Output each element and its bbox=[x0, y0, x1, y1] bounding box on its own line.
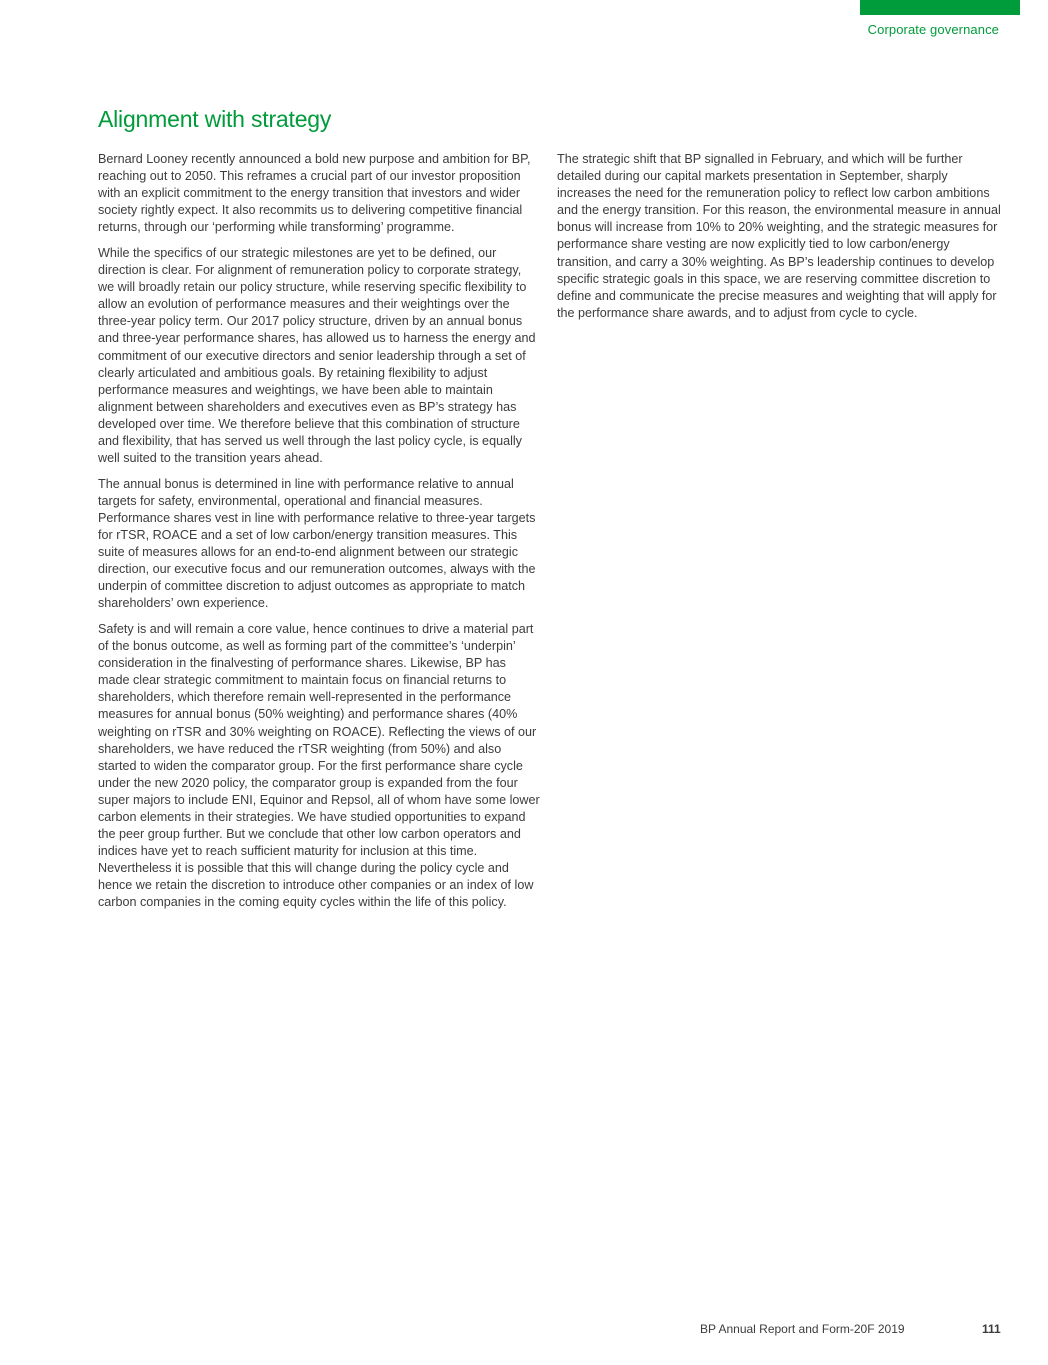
right-paragraph-1: The strategic shift that BP signalled in February, and which will be further detailed during our capital markets presentation in September, sharply increases the need for the remuneration policy to reflect low carbon ambitions and the energy transition. For this reason, the environmental measure in annual bonus will increase from 10% to 20% weighting, and the strategic measures for performance share vesting are now explicitly tied to low carbon/energy transition, and carry a 30% weighting. As BP’s leadership continues to develop specific strategic goals in this space, we are reserving committee discretion to define and communicate the precise measures and weighting that will apply for the performance share awards, and to adjust from cycle to cycle. bbox=[557, 152, 1001, 320]
page-number: 111 bbox=[982, 1322, 1001, 1336]
left-paragraph-1: Bernard Looney recently announced a bold new purpose and ambition for BP, reaching out to 2050. This reframes a crucial part of our investor proposition with an explicit commitment to the energy transition that investors and wider society rightly expect. It also recommits us to delivering competitive financial returns, through our ‘performing while transforming’ programme. bbox=[98, 152, 531, 235]
footer-report-title: BP Annual Report and Form-20F 2019 bbox=[700, 1322, 905, 1336]
left-column bbox=[98, 151, 540, 920]
section-label: Corporate governance bbox=[867, 22, 999, 37]
header-accent-bar bbox=[860, 0, 1020, 15]
left-paragraph-3: The annual bonus is determined in line with performance relative to annual targets for safety, environmental, operational and financial measures. Performance shares vest in line with performance relative to three-year targets for rTSR, ROACE and a set of low carbon/energy transition measures. This suite of measures allows for an end-to-end alignment between our strategic direction, our executive focus and our remuneration outcomes, always with the underpin of committee discretion to adjust outcomes as appropriate to match shareholders’ own experience. bbox=[98, 476, 536, 611]
left-paragraph-4: Safety is and will remain a core value, hence continues to drive a material part of the bonus outcome, as well as forming part of the committee’s ‘underpin’ consideration in the finalvesting of performance shares. Likewise, BP has made clear strategic commitment to maintain focus on financial returns to shareholders, which therefore remain well-represented in the performance measures for annual bonus (50% weighting) and performance shares (40% weighting on rTSR and 30% weighting on ROACE). Reflecting the views of our shareholders, we have reduced the rTSR weighting (from 50%) and also started to widen the comparator group. For the first performance share cycle under the new 2020 policy, the comparator group is expanded from the four super majors to include ENI, Equinor and Repsol, all of whom have some lower carbon elements in their strategies. We have studied opportunities to expand the peer group further. But we conclude that other low carbon operators and indices have yet to reach sufficient maturity for inclusion at this time. Nevertheless it is possible that this will change during the policy cycle and hence we retain the discretion to introduce other companies or an index of low carbon companies in the coming equity cycles within the life of this policy. bbox=[98, 621, 540, 910]
right-column bbox=[557, 151, 1003, 330]
left-paragraph-2: While the specifics of our strategic milestones are yet to be defined, our direction is clear. For alignment of remuneration policy to corporate strategy, we will broadly retain our policy structure, while reserving specific flexibility to allow an evolution of performance measures and their weightings over the three-year policy term. Our 2017 policy structure, driven by an annual bonus and three-year performance shares, has allowed us to harness the energy and commitment of our executive directors and senior leadership through a set of clearly articulated and ambitious goals. By retaining flexibility to adjust performance measures and weightings, we have been able to maintain alignment between shareholders and executives even as BP’s strategy has developed over time. We therefore believe that this combination of structure and flexibility, that has served us well through the last policy cycle, is equally well suited to the transition years ahead. bbox=[98, 245, 536, 466]
page-title: Alignment with strategy bbox=[98, 106, 332, 132]
